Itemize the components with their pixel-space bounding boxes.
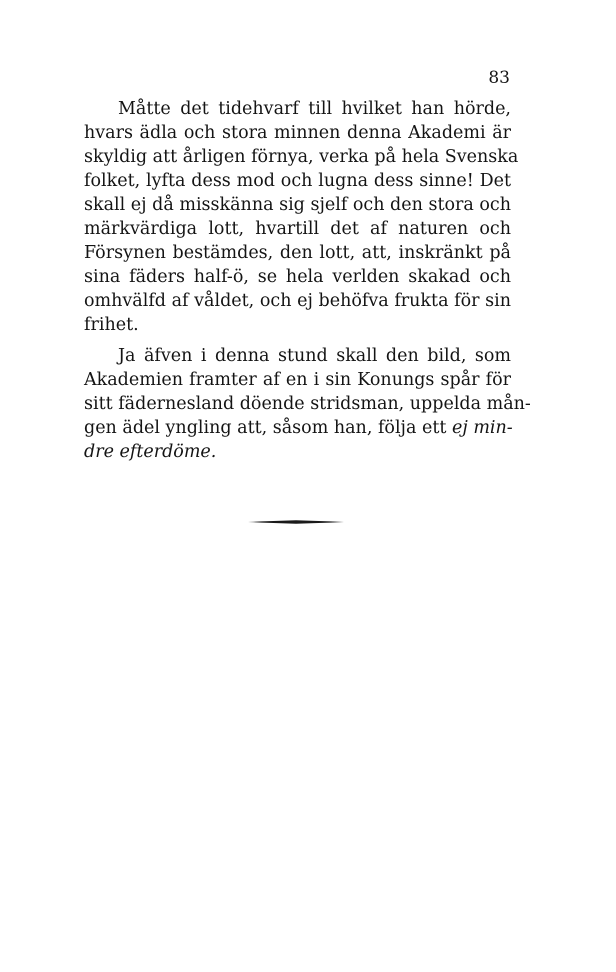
paragraph-1-line: Försynen bestämdes, den lott, att, inskränkt på xyxy=(84,243,511,263)
paragraph-2-line: Akademien framter af en i sin Konungs spår för xyxy=(84,370,511,390)
paragraph-2-line xyxy=(84,440,511,464)
italic-phrase: ej min- xyxy=(451,418,513,438)
paragraph-2 xyxy=(84,344,531,464)
paragraph-2-line: Ja äfven i denna stund skall den bild, som xyxy=(118,346,511,366)
paragraph-1-line: skall ej då misskänna sig sjelf och den stora och xyxy=(84,195,511,215)
paragraph-1-line: märkvärdiga lott, hvartill det af naturen och xyxy=(84,219,511,239)
paragraph-1-line: folket, lyfta dess mod och lugna dess sinne! Det xyxy=(84,171,511,191)
italic-phrase: dre efterdöme. xyxy=(84,442,217,462)
ornament-rule xyxy=(248,518,344,526)
paragraph-1-line: sina fäders half-ö, se hela verlden skakad och xyxy=(84,267,511,287)
paragraph-2-line: sitt fädernesland döende stridsman, uppelda mån- xyxy=(84,394,531,414)
paragraph-1-line: Måtte det tidehvarf till hvilket han hörde, xyxy=(118,99,511,119)
paragraph-1-line: omhvälfd af våldet, och ej behöfva frukta för sin xyxy=(84,291,511,311)
paragraph-1-line: hvars ädla och stora minnen denna Akademi är xyxy=(84,123,511,143)
page-number: 83 xyxy=(488,68,510,88)
paragraph-1 xyxy=(84,97,519,337)
paragraph-2-line xyxy=(84,416,511,440)
paragraph-2-line-roman: gen ädel yngling att, såsom han, följa ett xyxy=(84,418,447,438)
paragraph-1-line: frihet. xyxy=(84,315,139,335)
paragraph-1-line: skyldig att årligen förnya, verka på hela Svenska xyxy=(84,147,519,167)
